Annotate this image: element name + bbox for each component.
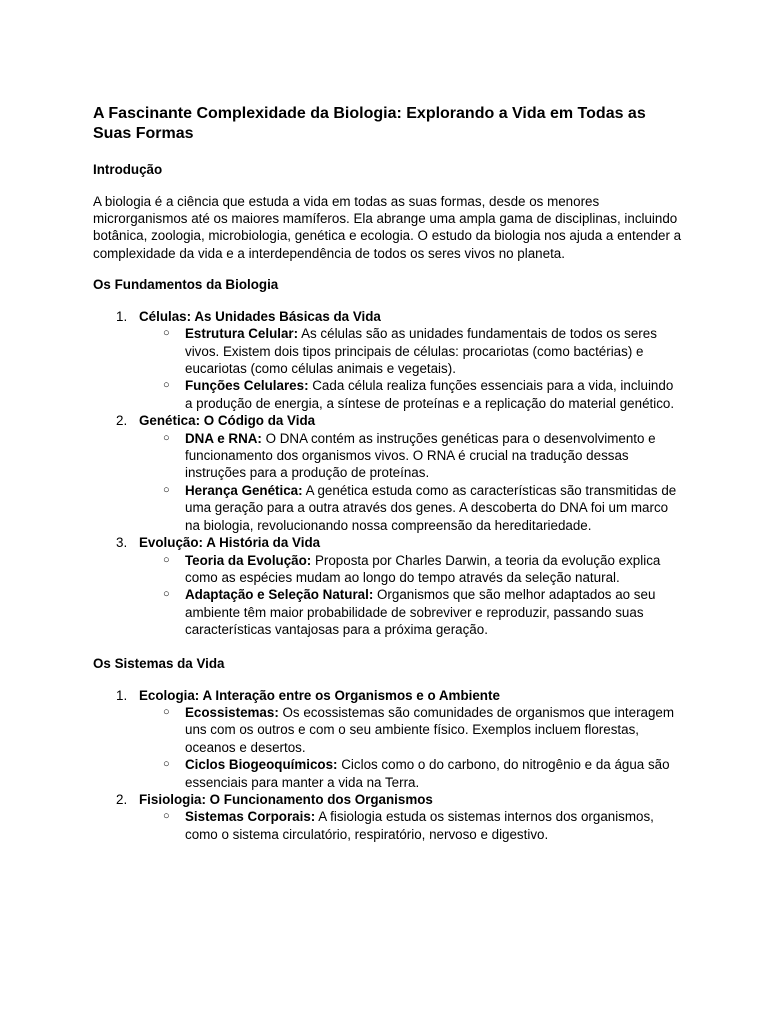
sub-list-item — [139, 808, 683, 843]
sub-list-item — [139, 325, 683, 377]
hollow-circle-bullet-icon: ○ — [163, 379, 170, 392]
hollow-circle-bullet-icon: ○ — [163, 431, 170, 444]
systems-list — [93, 687, 683, 844]
intro-heading: Introdução — [93, 162, 163, 177]
item-title: Fisiologia: O Funcionamento dos Organismos — [139, 791, 433, 807]
item-number: 3. — [116, 535, 128, 551]
sub-item-text: Cada célula realiza funções essenciais para a vida, incluindo a produção de energia, a síntese de proteínas e a replicação do material genético. — [185, 378, 675, 411]
sub-item-text: A fisiologia estuda os sistemas internos dos organismos, como o sistema circulatório, respiratório, nervoso e digestivo. — [185, 809, 654, 842]
sub-list — [139, 430, 683, 534]
sub-list — [139, 704, 683, 791]
sub-item-title: Herança Genética: — [185, 482, 303, 498]
item-number: 1. — [116, 308, 128, 324]
sub-item-title: Ecossistemas: — [185, 704, 279, 720]
sub-item-title: Sistemas Corporais: — [185, 809, 316, 825]
item-number: 2. — [116, 791, 128, 807]
list-item — [93, 791, 683, 843]
hollow-circle-bullet-icon: ○ — [163, 553, 170, 566]
list-item — [93, 687, 683, 791]
sub-item-text: A genética estuda como as características são transmitidas de uma geração para a outra através dos genes. A descoberta do DNA foi um marco na biologia, revolucionando nossa compreensão da hereditariedade. — [185, 482, 677, 533]
intro-paragraph: A biologia é a ciência que estuda a vida em todas as suas formas, desde os menores microrganismos até os maiores mamíferos. Ela abrange uma ampla gama de disciplinas, incluindo botânica, zoologia, microbiologia, genética e ecologia. O estudo da biologia nos ajuda a entender a complexidade da vida e a interdependência de todos os seres vivos no planeta. — [93, 194, 682, 261]
systems-heading: Os Sistemas da Vida — [93, 655, 225, 671]
sub-item-title: DNA e RNA: — [185, 430, 262, 446]
sub-list-item — [139, 704, 683, 756]
sub-item-title: Teoria da Evolução: — [185, 552, 312, 568]
hollow-circle-bullet-icon: ○ — [163, 483, 170, 496]
document-content — [93, 104, 683, 859]
list-item — [93, 308, 683, 412]
sub-list-item — [139, 430, 683, 482]
sub-item-title: Adaptação e Seleção Natural: — [185, 587, 374, 603]
sub-item-text: As células são as unidades fundamentais de todos os seres vivos. Existem dois tipos principais de células: procariotas (como bactérias) e eucariotas (como células animais e vegetais). — [185, 326, 657, 377]
sub-item-text: Proposta por Charles Darwin, a teoria da evolução explica como as espécies mudam ao longo do tempo através da seleção natural. — [185, 552, 661, 585]
sub-item-title: Ciclos Biogeoquímicos: — [185, 757, 338, 773]
list-item — [93, 412, 683, 534]
sub-list-item — [139, 482, 683, 534]
item-title: Genética: O Código da Vida — [139, 413, 316, 429]
item-title: Células: As Unidades Básicas da Vida — [139, 308, 381, 324]
sub-list — [139, 808, 683, 843]
hollow-circle-bullet-icon: ○ — [163, 327, 170, 340]
document-title: A Fascinante Complexidade da Biologia: Explorando a Vida em Todas as Suas Formas — [93, 105, 646, 142]
sub-item-text: Os ecossistemas são comunidades de organismos que interagem uns com os outros e com o seu ambiente físico. Exemplos incluem florestas, oceanos e desertos. — [185, 704, 675, 755]
hollow-circle-bullet-icon: ○ — [163, 705, 170, 718]
hollow-circle-bullet-icon: ○ — [163, 810, 170, 823]
sub-list — [139, 552, 683, 639]
fundamentals-list — [93, 308, 683, 639]
list-item — [93, 534, 683, 638]
sub-item-text: Ciclos como o do carbono, do nitrogênio e da água são essenciais para manter a vida na Terra. — [185, 757, 670, 790]
sub-item-text: Organismos que são melhor adaptados ao seu ambiente têm maior probabilidade de sobreviver e reproduzir, passando suas características vantajosas para a próxima geração. — [185, 587, 656, 638]
sub-item-title: Estrutura Celular: — [185, 326, 299, 342]
sub-list-item — [139, 756, 683, 791]
item-title: Ecologia: A Interação entre os Organismos e o Ambiente — [139, 687, 500, 703]
sub-list — [139, 325, 683, 412]
hollow-circle-bullet-icon: ○ — [163, 588, 170, 601]
item-number: 1. — [116, 687, 128, 703]
item-number: 2. — [116, 413, 128, 429]
fundamentals-heading: Os Fundamentos da Biologia — [93, 276, 279, 292]
sub-item-text: O DNA contém as instruções genéticas para o desenvolvimento e funcionamento dos organismos vivos. O RNA é crucial na tradução dessas instruções para a produção de proteínas. — [185, 430, 656, 481]
sub-list-item — [139, 377, 683, 412]
sub-list-item — [139, 586, 683, 638]
sub-list-item — [139, 552, 683, 587]
hollow-circle-bullet-icon: ○ — [163, 758, 170, 771]
sub-item-title: Funções Celulares: — [185, 378, 309, 394]
item-title: Evolução: A História da Vida — [139, 535, 321, 551]
